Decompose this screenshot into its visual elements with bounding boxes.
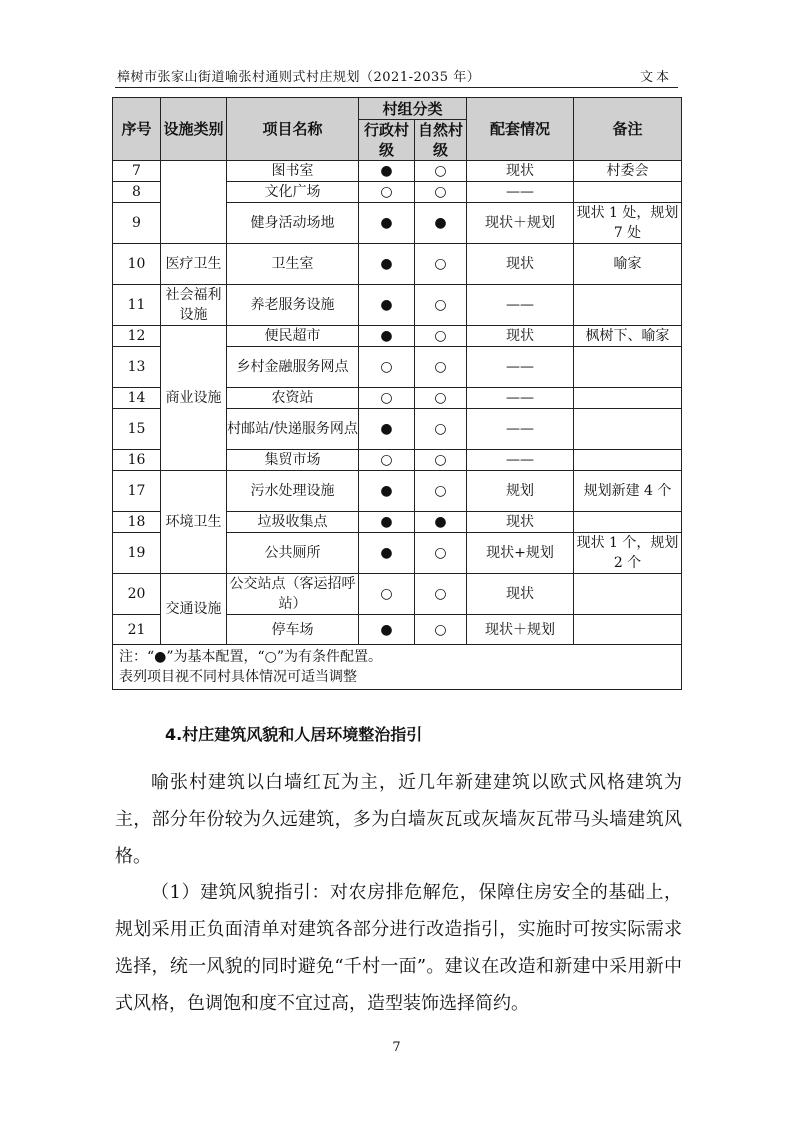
cell-remark — [574, 409, 682, 450]
cell-name: 村邮站/快递服务网点 — [227, 409, 359, 450]
header-admin-village: 行政村级 — [359, 120, 415, 161]
header-no: 序号 — [113, 98, 161, 161]
cell-status: 规划 — [467, 471, 574, 512]
cell-status: —— — [467, 409, 574, 450]
table-note — [113, 645, 682, 690]
cell-admin: ○ — [359, 450, 415, 471]
cell-category: 医疗卫生 — [161, 244, 227, 285]
cell-remark — [574, 615, 682, 645]
cell-admin: ● — [359, 161, 415, 182]
paragraph-2: （1）建筑风貌指引：对农房排危解危，保障住房安全的基础上，规划采用正负面清单对建筑各部分进行改造指引，实施时可按实际需求选择，统一风貌的同时避免“千村一面”。建议在改造和新建中采用新中式风格，色调饱和度不宜过高，造型装饰选择简约。 — [115, 882, 682, 1014]
document-title: 樟树市张家山街道喻张村通则式村庄规划（2021-2035 年） — [117, 70, 481, 85]
cell-admin: ● — [359, 512, 415, 533]
page-number: 7 — [392, 1040, 401, 1055]
table-row — [113, 244, 682, 285]
cell-remark: 村委会 — [574, 161, 682, 182]
cell-name: 乡村金融服务网点 — [227, 347, 359, 388]
cell-name: 图书室 — [227, 161, 359, 182]
cell-name: 垃圾收集点 — [227, 512, 359, 533]
cell-natural: ○ — [415, 615, 467, 645]
header-natural-village: 自然村级 — [415, 120, 467, 161]
cell-no: 14 — [113, 388, 161, 409]
cell-natural: ○ — [415, 347, 467, 388]
cell-natural: ● — [415, 203, 467, 244]
cell-remark: 喻家 — [574, 244, 682, 285]
cell-admin: ● — [359, 409, 415, 450]
cell-no: 16 — [113, 450, 161, 471]
cell-admin: ○ — [359, 388, 415, 409]
cell-natural: ● — [415, 512, 467, 533]
table-row — [113, 285, 682, 326]
header-village-group: 村组分类 — [359, 98, 467, 120]
table-note-row — [113, 645, 682, 690]
cell-natural: ○ — [415, 533, 467, 574]
cell-no: 19 — [113, 533, 161, 574]
table-row — [113, 326, 682, 347]
cell-remark — [574, 347, 682, 388]
cell-status: —— — [467, 182, 574, 203]
cell-name: 农资站 — [227, 388, 359, 409]
cell-status: —— — [467, 347, 574, 388]
cell-natural: ○ — [415, 244, 467, 285]
cell-category: 交通设施 — [161, 574, 227, 645]
cell-status: —— — [467, 285, 574, 326]
cell-no: 9 — [113, 203, 161, 244]
table-note-line-1: 注：“●”为基本配置，“○”为有条件配置。 — [119, 649, 383, 665]
cell-status: 现状 — [467, 326, 574, 347]
cell-remark: 现状 1 处，规划 7 处 — [574, 203, 682, 244]
cell-category: 社会福利设施 — [161, 285, 227, 326]
document-section-label: 文本 — [639, 70, 672, 85]
cell-natural: ○ — [415, 326, 467, 347]
cell-remark — [574, 285, 682, 326]
cell-natural: ○ — [415, 574, 467, 615]
cell-natural: ○ — [415, 388, 467, 409]
cell-name: 便民超市 — [227, 326, 359, 347]
cell-category: 环境卫生 — [161, 471, 227, 574]
cell-remark — [574, 388, 682, 409]
cell-no: 8 — [113, 182, 161, 203]
cell-natural: ○ — [415, 450, 467, 471]
cell-remark — [574, 512, 682, 533]
cell-admin: ○ — [359, 182, 415, 203]
cell-no: 20 — [113, 574, 161, 615]
header-remark: 备注 — [574, 98, 682, 161]
cell-name: 公交站点（客运招呼站） — [227, 574, 359, 615]
cell-no: 21 — [113, 615, 161, 645]
cell-remark — [574, 574, 682, 615]
cell-natural: ○ — [415, 409, 467, 450]
table-note-line-2: 表列项目视不同村具体情况可适当调整 — [119, 669, 357, 685]
cell-admin: ● — [359, 285, 415, 326]
cell-remark — [574, 182, 682, 203]
cell-no: 10 — [113, 244, 161, 285]
page-header — [115, 63, 678, 88]
cell-status: —— — [467, 388, 574, 409]
cell-admin: ● — [359, 326, 415, 347]
cell-admin: ● — [359, 203, 415, 244]
cell-no: 12 — [113, 326, 161, 347]
facility-table — [112, 97, 682, 690]
cell-name: 卫生室 — [227, 244, 359, 285]
cell-status: —— — [467, 450, 574, 471]
cell-admin: ● — [359, 244, 415, 285]
cell-status: 现状+规划 — [467, 533, 574, 574]
cell-no: 17 — [113, 471, 161, 512]
cell-status: 现状 — [467, 574, 574, 615]
cell-name: 集贸市场 — [227, 450, 359, 471]
cell-natural: ○ — [415, 161, 467, 182]
cell-admin: ● — [359, 471, 415, 512]
cell-admin: ● — [359, 533, 415, 574]
cell-name: 污水处理设施 — [227, 471, 359, 512]
cell-natural: ○ — [415, 182, 467, 203]
cell-admin: ○ — [359, 574, 415, 615]
paragraph-1: 喻张村建筑以白墙红瓦为主，近几年新建建筑以欧式风格建筑为主，部分年份较为久远建筑，多为白墙灰瓦或灰墙灰瓦带马头墙建筑风格。 — [115, 772, 682, 867]
cell-natural: ○ — [415, 285, 467, 326]
cell-name: 养老服务设施 — [227, 285, 359, 326]
cell-status: 现状＋规划 — [467, 615, 574, 645]
cell-name: 公共厕所 — [227, 533, 359, 574]
header-category: 设施类别 — [161, 98, 227, 161]
cell-name: 停车场 — [227, 615, 359, 645]
table-row — [113, 471, 682, 512]
cell-no: 15 — [113, 409, 161, 450]
header-status: 配套情况 — [467, 98, 574, 161]
cell-name: 健身活动场地 — [227, 203, 359, 244]
section-heading: 4.村庄建筑风貌和人居环境整治指引 — [165, 725, 423, 744]
table-row — [113, 574, 682, 615]
cell-status: 现状 — [467, 244, 574, 285]
cell-no: 11 — [113, 285, 161, 326]
cell-natural: ○ — [415, 471, 467, 512]
cell-no: 13 — [113, 347, 161, 388]
cell-name: 文化广场 — [227, 182, 359, 203]
cell-remark: 枫树下、喻家 — [574, 326, 682, 347]
cell-category: 商业设施 — [161, 326, 227, 471]
cell-category — [161, 161, 227, 244]
cell-remark — [574, 450, 682, 471]
cell-no: 18 — [113, 512, 161, 533]
cell-status: 现状 — [467, 512, 574, 533]
table-row — [113, 161, 682, 182]
cell-status: 现状 — [467, 161, 574, 182]
cell-remark: 现状 1 个，规划 2 个 — [574, 533, 682, 574]
cell-no: 7 — [113, 161, 161, 182]
cell-status: 现状＋规划 — [467, 203, 574, 244]
cell-admin: ● — [359, 615, 415, 645]
cell-admin: ○ — [359, 347, 415, 388]
header-name: 项目名称 — [227, 98, 359, 161]
cell-remark: 规划新建 4 个 — [574, 471, 682, 512]
